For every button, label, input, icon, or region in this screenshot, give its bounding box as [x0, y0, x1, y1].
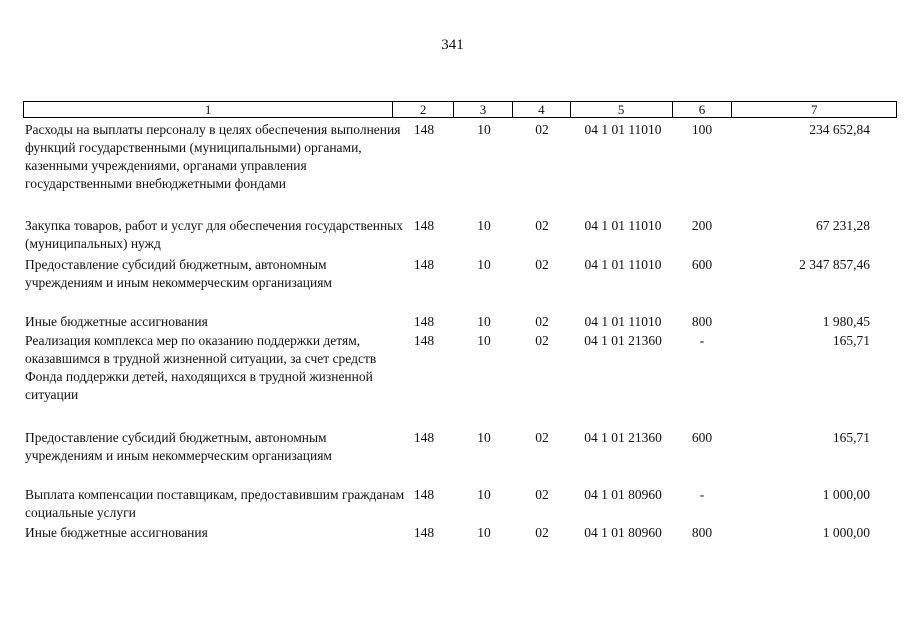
row-col-2: 148: [413, 487, 435, 502]
row-col-5: 04 1 01 21360: [584, 333, 662, 348]
row-col-3: 10: [477, 430, 491, 445]
row-col-6: 800: [691, 314, 713, 329]
row-col-5: 04 1 01 11010: [584, 257, 662, 272]
row-col-3: 10: [477, 525, 491, 540]
row-col-3: 10: [477, 122, 491, 137]
row-description: Предоставление субсидий бюджетным, автономным учреждениям и иным некоммерческим организациям: [25, 430, 332, 463]
row-col-4: 02: [535, 430, 549, 445]
row-col-4: 02: [535, 487, 549, 502]
row-col-5: 04 1 01 11010: [584, 122, 662, 137]
row-col-4: 02: [535, 257, 549, 272]
row-col-2: 148: [413, 333, 435, 348]
row-col-7: 1 000,00: [822, 525, 870, 540]
row-col-7: 165,71: [832, 333, 870, 348]
row-col-7: 234 652,84: [809, 122, 870, 137]
row-col-4: 02: [535, 314, 549, 329]
row-col-5: 04 1 01 21360: [584, 430, 662, 445]
row-description: Предоставление субсидий бюджетным, автономным учреждениям и иным некоммерческим организациям: [25, 257, 332, 290]
header-col-2: 2: [393, 102, 454, 117]
row-col-4: 02: [535, 122, 549, 137]
row-col-6: 200: [691, 218, 713, 233]
header-col-1: 1: [24, 102, 393, 117]
row-col-7: 165,71: [832, 430, 870, 445]
row-description: Иные бюджетные ассигнования: [25, 525, 208, 540]
row-col-5: 04 1 01 11010: [584, 218, 662, 233]
row-col-6: 100: [691, 122, 713, 137]
row-col-2: 148: [413, 430, 435, 445]
row-description: Расходы на выплаты персоналу в целях обеспечения выполнения функций государственными (муниципальными) органами, казенными учреждениями, органами управления государственными внебюджетными фондами: [25, 122, 401, 191]
row-col-3: 10: [477, 218, 491, 233]
row-col-7: 1 000,00: [822, 487, 870, 502]
row-col-7: 67 231,28: [816, 218, 870, 233]
row-col-2: 148: [413, 314, 435, 329]
row-col-4: 02: [535, 525, 549, 540]
row-col-6: 600: [691, 257, 713, 272]
header-col-4: 4: [513, 102, 571, 117]
row-description: Реализация комплекса мер по оказанию поддержки детям, оказавшимся в трудной жизненной ситуации, за счет средств Фонда поддержки детей, находящихся в трудной жизненной ситуации: [25, 333, 377, 402]
row-col-7: 1 980,45: [822, 314, 870, 329]
row-col-3: 10: [477, 257, 491, 272]
row-col-7: 2 347 857,46: [799, 257, 870, 272]
row-col-3: 10: [477, 314, 491, 329]
row-col-3: 10: [477, 487, 491, 502]
row-col-6: 800: [691, 525, 713, 540]
row-col-4: 02: [535, 333, 549, 348]
page-number: 341: [441, 37, 464, 53]
header-col-3: 3: [454, 102, 513, 117]
row-description: Иные бюджетные ассигнования: [25, 314, 208, 329]
row-col-5: 04 1 01 80960: [584, 487, 662, 502]
row-description: Закупка товаров, работ и услуг для обеспечения государственных (муниципальных) нужд: [25, 218, 404, 251]
row-col-5: 04 1 01 80960: [584, 525, 662, 540]
row-col-2: 148: [413, 122, 435, 137]
row-col-6: 600: [691, 430, 713, 445]
row-col-3: 10: [477, 333, 491, 348]
row-col-2: 148: [413, 218, 435, 233]
header-col-5: 5: [571, 102, 673, 117]
row-col-4: 02: [535, 218, 549, 233]
table-header: [23, 101, 897, 118]
header-col-6: 6: [673, 102, 733, 117]
row-col-6: -: [699, 487, 705, 502]
row-col-2: 148: [413, 257, 435, 272]
row-col-5: 04 1 01 11010: [584, 314, 662, 329]
row-col-6: -: [699, 333, 705, 348]
row-col-2: 148: [413, 525, 435, 540]
header-col-7: 7: [810, 102, 818, 117]
row-description: Выплата компенсации поставщикам, предоставившим гражданам социальные услуги: [25, 487, 405, 520]
